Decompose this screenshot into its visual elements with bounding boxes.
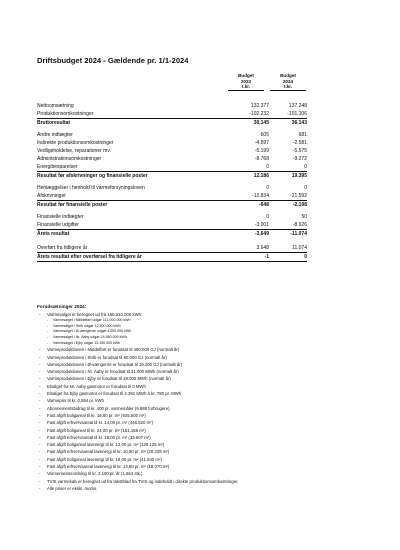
assumption-item	[37, 456, 377, 463]
bullet-dash: -	[39, 391, 41, 397]
value-2024: 0	[304, 254, 307, 260]
assumption-text: Varmesalget i Strib udgør 12.500.000 kWh	[53, 323, 121, 328]
value-2024: -21.592	[290, 193, 307, 199]
bullet-dash: -	[47, 335, 49, 340]
bullet-dash: -	[39, 354, 41, 360]
value-2023: 3.648	[256, 245, 269, 251]
value-2023: -3.649	[254, 231, 269, 237]
budget-row	[37, 221, 307, 229]
budget-row	[37, 102, 307, 110]
assumption-text: Varmesalget er beregnet ud fra 165.210.000 kWh:	[47, 312, 143, 317]
value-2024: -8.926	[292, 222, 307, 228]
budget-row	[37, 110, 307, 118]
assumption-text: Varmeproduktionen i Middelfart er forudsat til 490.000 GJ (normalt år)	[47, 347, 180, 353]
row-label: Andre indtægter	[37, 132, 73, 138]
bullet-dash: -	[39, 427, 41, 433]
row-label: Indirekte produktionsomkostninger	[37, 140, 114, 146]
bullet-dash: -	[39, 361, 41, 367]
bullet-dash: -	[39, 376, 41, 382]
row-label: Energibesparelser	[37, 164, 78, 170]
row-label: Finansielle udgifter	[37, 222, 79, 228]
bullet-dash: -	[47, 323, 49, 328]
assumption-item	[37, 419, 377, 426]
assumption-text: Varmesalget i Nr. Aaby udgør 24.560.000 kWh	[53, 335, 127, 340]
budget-row	[37, 171, 307, 180]
row-label: Administrationsomkostninger	[37, 156, 102, 162]
column-header-budget-2023	[228, 73, 264, 91]
row-label: Overført fra tidligere år	[37, 245, 88, 251]
bullet-dash: -	[39, 383, 41, 389]
bullet-dash: -	[47, 329, 49, 334]
value-2023: -648	[258, 202, 269, 208]
assumption-text: Fast afgift erhvervsareal lavenergi til kr. 10,50 pr. m² (20.228 m²)	[47, 449, 170, 455]
assumption-text: Varmemesterordning til kr. 2.100 pr. år (1.564 stk.)	[47, 471, 143, 477]
value-2023: -1	[264, 254, 269, 260]
value-2023: 30.145	[253, 120, 269, 126]
budget-row	[37, 244, 307, 252]
row-label: Resultat før finansielle poster	[37, 202, 108, 208]
value-2024: 11.074	[292, 245, 307, 251]
budget-row	[37, 163, 307, 171]
value-2023: 605	[260, 132, 269, 138]
budget-row	[37, 139, 307, 147]
assumption-text: Fast afgift erhvervsareal til kr. 14,00 pr. m² (446.820 m²)	[47, 420, 154, 426]
assumptions-section	[37, 304, 377, 492]
assumption-text: Fast afgift erhvervsareal til kr. 18,00 pr. m² (33.607 m²)	[47, 434, 151, 440]
assumptions-list	[37, 311, 377, 492]
bullet-dash: -	[39, 442, 41, 448]
assumption-item	[37, 427, 377, 434]
assumption-item	[37, 354, 377, 361]
bullet-dash: -	[39, 485, 41, 491]
bullet-dash: -	[47, 318, 49, 323]
budget-row	[37, 229, 307, 238]
assumptions-title: Forudsætninger 2024:	[37, 304, 87, 309]
bullet-dash: -	[39, 478, 41, 484]
value-2024: 137.248	[288, 103, 307, 109]
assumption-item	[37, 311, 377, 318]
budget-row	[37, 118, 307, 127]
budget-table	[37, 102, 307, 262]
value-2024: -2.581	[292, 140, 307, 146]
row-label: Afskrivninger	[37, 193, 66, 199]
column-header-year: 2023	[240, 78, 252, 84]
assumption-item	[37, 368, 377, 375]
bullet-dash: -	[39, 420, 41, 426]
assumption-text: Fast afgift erhvervsareal lavenergi til kr. 13,50 pr. m² (18.070 m²)	[47, 464, 170, 470]
assumption-text: Varmesalget i Ejby udgør 13.150.000 kWh	[53, 340, 121, 345]
assumption-item	[37, 463, 377, 470]
assumption-item	[37, 346, 377, 353]
row-label: Resultat før afskrivninger og finansielle poster	[37, 173, 148, 179]
value-2023: -3.001	[254, 222, 269, 228]
value-2023: -12.834	[252, 193, 269, 199]
row-label: Finansielle indtægter	[37, 214, 84, 220]
bullet-dash: -	[39, 471, 41, 477]
assumption-item	[37, 470, 377, 477]
assumption-text: Varmeproduktionen i Strib er forudsat til 60.000 GJ (normalt år)	[47, 354, 167, 360]
assumption-item	[37, 361, 377, 368]
bullet-dash: -	[39, 464, 41, 470]
bullet-dash: -	[39, 369, 41, 375]
bullet-dash: -	[39, 412, 41, 418]
row-label: Bruttoresultat	[37, 120, 71, 126]
assumption-item	[37, 434, 377, 441]
value-2023: 12.186	[253, 173, 269, 179]
value-2023: -4.597	[254, 140, 269, 146]
value-2023: 0	[266, 185, 269, 191]
assumption-text: Abonnementsbidrag til kr. 400 pr. varmemåler (9.688 forbrugere)	[47, 405, 170, 411]
assumption-item	[37, 383, 377, 390]
column-header-unit: t.kr.	[270, 84, 306, 91]
assumption-text: Varmeproduktionen i Ejby er forudsat til 18.000 MWh (normalt år)	[47, 376, 171, 382]
bullet-dash: -	[47, 340, 49, 345]
budget-row	[37, 147, 307, 155]
column-header-label: Budget	[238, 73, 254, 78]
column-header-unit: t.kr.	[228, 84, 264, 91]
value-2023: 132.377	[250, 103, 269, 109]
value-2024: 0	[304, 185, 307, 191]
row-label: Vedligeholdelse, reparationer mv.	[37, 148, 111, 154]
assumption-item	[37, 405, 377, 412]
budget-row	[37, 252, 307, 262]
value-2023: -102.232	[249, 111, 269, 117]
assumption-item	[37, 412, 377, 419]
assumption-text: Fast afgift boligareal lavenergi til kr. 18,00 pr. m² (41.540 m²)	[47, 456, 162, 462]
value-2024: -2.198	[292, 202, 307, 208]
value-2023: 0	[266, 214, 269, 220]
row-label: Årets resultat	[37, 231, 70, 237]
budget-row	[37, 131, 307, 139]
assumption-item	[37, 375, 377, 382]
value-2024: -101.106	[287, 111, 307, 117]
row-label: Nettoomsætning	[37, 103, 74, 109]
assumption-text: Elsalget fra Ejby gasmotor er forudsat til 4.391 MWh à kr. 780 pr. MWh	[47, 391, 182, 397]
assumption-text: Alle priser er ekskl. moms.	[47, 485, 98, 491]
column-header-label: Budget	[280, 73, 296, 78]
value-2023: -8.768	[254, 156, 269, 162]
budget-row	[37, 184, 307, 192]
budget-row	[37, 213, 307, 221]
value-2024: 0	[304, 164, 307, 170]
value-2024: -9.272	[292, 156, 307, 162]
assumption-text: Fast afgift boligareal lavenergi til kr. 12,00 pr. m² (129.125 m²)	[47, 442, 165, 448]
value-2024: -5.575	[292, 148, 307, 154]
assumption-item	[37, 390, 377, 397]
value-2024: 50	[301, 214, 307, 220]
value-2023: 0	[266, 164, 269, 170]
assumption-item	[37, 478, 377, 485]
assumption-item	[37, 485, 377, 492]
assumption-text: Varmepris til kr. 0,564 pr. kWh	[47, 398, 104, 404]
row-label: Årets resultat efter overførsel fra tidligere år	[37, 254, 142, 260]
bullet-dash: -	[39, 449, 41, 455]
value-2024: 681	[298, 132, 307, 138]
assumption-item	[37, 397, 377, 404]
bullet-dash: -	[39, 456, 41, 462]
budget-row	[37, 192, 307, 200]
bullet-dash: -	[39, 398, 41, 404]
value-2024: 36.143	[291, 120, 307, 126]
column-header-budget-2024	[270, 73, 306, 91]
document-title: Driftsbudget 2024 - Gældende pr. 1/1-2024	[37, 56, 189, 65]
bullet-dash: -	[39, 312, 41, 317]
row-label: Henlæggelser i henhold til varmeforsyningsloven	[37, 185, 145, 191]
assumption-text: Elsalget fra Nr. Aaby gasmotor er forudsat til 0 MWh	[47, 383, 146, 389]
assumption-text: TVIS varmekøb er beregnet ud fra takstblad fra TVIS og indeholdt i direkte produktionsomkostninger.	[47, 478, 239, 484]
assumption-item	[37, 448, 377, 455]
assumption-item	[37, 441, 377, 448]
assumption-text: Varmeproduktionen i Ø-vængerne er forudsat til 19.200 GJ (normalt år)	[47, 361, 183, 367]
assumption-text: Varmeproduktionen i Nr. Aaby er forudsat til 31.000 MWh (normalt år)	[47, 369, 179, 375]
assumption-text: Varmesalget i Ø-vængerne udgør 4.000.000 kWh	[53, 329, 132, 334]
column-header-year: 2024	[282, 78, 294, 84]
assumption-text: Varmesalget i Middelfart udgør 111.000.000 kWh	[53, 318, 131, 323]
bullet-dash: -	[39, 347, 41, 353]
value-2023: -5.199	[254, 148, 269, 154]
bullet-dash: -	[39, 434, 41, 440]
value-2024: -11.074	[290, 231, 307, 237]
budget-row	[37, 155, 307, 163]
assumption-text: Fast afgift boligareal til kr. 16,00 pr. m² (925.500 m²)	[47, 412, 146, 418]
budget-row	[37, 200, 307, 209]
row-label: Produktionsomkostninger	[37, 111, 94, 117]
bullet-dash: -	[39, 405, 41, 411]
value-2024: 19.395	[291, 173, 307, 179]
assumption-text: Fast afgift boligareal til kr. 24,00 pr. m² (151.159 m²)	[47, 427, 146, 433]
